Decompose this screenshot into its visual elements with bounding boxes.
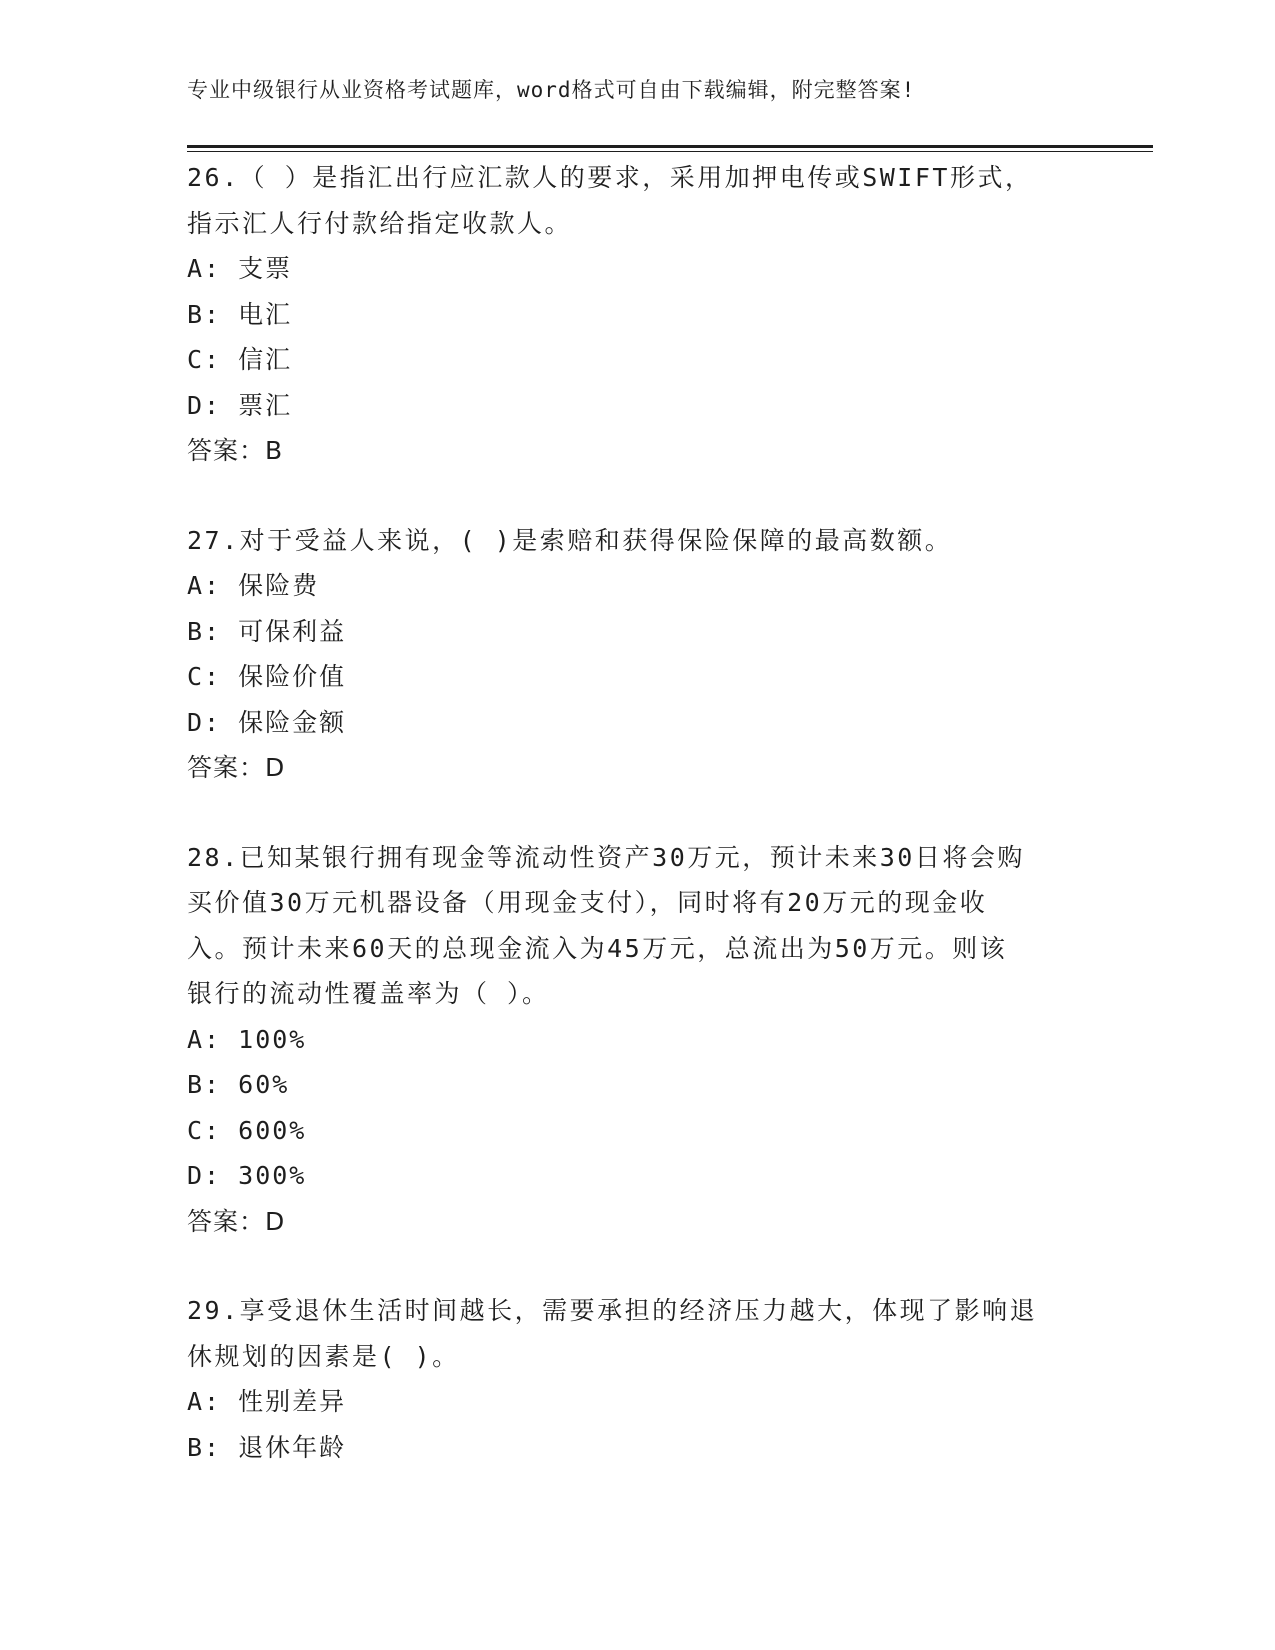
answer-line: 答案：D: [187, 1206, 286, 1236]
question-stem: [187, 518, 1087, 564]
option-a: A: 支票: [187, 254, 293, 283]
question-26: [187, 155, 1087, 474]
question-stem: [187, 835, 1087, 1017]
option-c: C: 600%: [187, 1115, 307, 1145]
option-a: A: 性别差异: [187, 1387, 347, 1416]
question-27: [187, 518, 1087, 791]
stem-line: 指示汇人行付款给指定收款人。: [187, 208, 573, 238]
option-c: C: 保险价值: [187, 662, 347, 691]
stem-line: 银行的流动性覆盖率为（ ）。: [187, 979, 550, 1008]
page-header: 专业中级银行从业资格考试题库，word格式可自由下载编辑，附完整答案!: [187, 78, 916, 102]
question-stem: [187, 155, 1087, 246]
header-rule-thick: [187, 145, 1153, 148]
stem-line: 买价值30万元机器设备（用现金支付），同时将有20万元的现金收: [187, 888, 988, 917]
stem-line: 29.享受退休生活时间越长，需要承担的经济压力越大，体现了影响退: [187, 1296, 1038, 1325]
answer-line: 答案：B: [187, 436, 284, 465]
option-b: B: 可保利益: [187, 616, 347, 646]
answer-line: 答案：D: [187, 753, 286, 782]
stem-line: 入。预计未来60天的总现金流入为45万元，总流出为50万元。则该: [187, 933, 1008, 963]
option-d: D: 保险金额: [187, 707, 347, 737]
stem-line: 休规划的因素是( )。: [187, 1341, 460, 1371]
option-b: B: 退休年龄: [187, 1432, 347, 1462]
option-a: A: 保险费: [187, 571, 320, 600]
header-rule-thin: [187, 151, 1153, 152]
question-stem: [187, 1288, 1087, 1379]
question-28: [187, 835, 1087, 1245]
option-b: B: 60%: [187, 1070, 290, 1099]
option-b: B: 电汇: [187, 299, 293, 329]
stem-line: 28.已知某银行拥有现金等流动性资产30万元，预计未来30日将会购: [187, 842, 1025, 872]
option-d: D: 300%: [187, 1161, 307, 1190]
question-29: [187, 1288, 1087, 1470]
option-a: A: 100%: [187, 1024, 307, 1054]
stem-line: 26.（ ）是指汇出行应汇款人的要求，采用加押电传或SWIFT形式，: [187, 163, 1033, 192]
option-d: D: 票汇: [187, 390, 293, 420]
question-list: [187, 155, 1087, 1514]
option-c: C: 信汇: [187, 345, 293, 374]
stem-line: 27.对于受益人来说，( )是索赔和获得保险保障的最高数额。: [187, 525, 953, 555]
